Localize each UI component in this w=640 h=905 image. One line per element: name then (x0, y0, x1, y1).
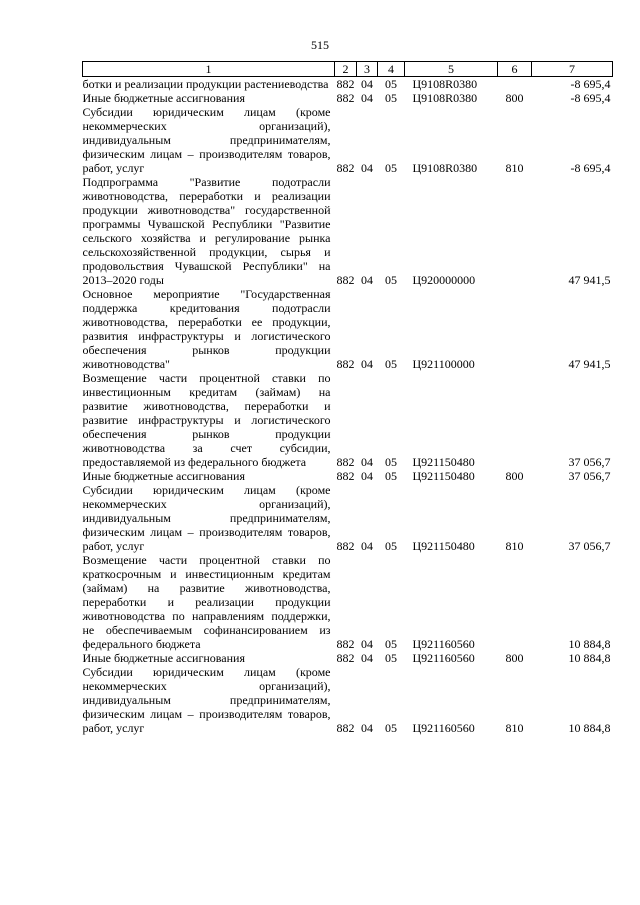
section-code: 04 (361, 469, 373, 483)
expense-type: 800 (505, 91, 524, 105)
target-article: Ц921150480 (412, 539, 475, 553)
table-row (83, 553, 613, 651)
column-header: 6 (498, 62, 532, 77)
amount: 10 884,8 (568, 651, 611, 665)
section-code: 04 (361, 357, 373, 371)
section-code: 04 (361, 161, 373, 175)
ministry-code: 882 (336, 651, 355, 665)
target-article: Ц9108R0380 (412, 161, 478, 175)
row-name: Иные бюджетные ассигнования (82, 651, 245, 665)
expense-type (498, 553, 532, 651)
table-row (83, 91, 613, 105)
page-number: 515 (311, 38, 329, 52)
subsection-code: 05 (385, 469, 397, 483)
amount: -8 695,4 (570, 91, 611, 105)
table-row (83, 77, 613, 92)
budget-table (82, 61, 613, 735)
ministry-code: 882 (336, 539, 355, 553)
target-article: Ц921100000 (412, 357, 475, 371)
row-name: Подпрограмма "Развитие подотрасли животноводства, переработки и реализации продукции животноводства" государственной программы Чувашской Республики "Развитие сельского хозяйства и регулирование рынка сельскохозяйственной продукции, сырья и продовольствия Чувашской Республики" на 2013–2020 годы (82, 175, 331, 287)
row-name: Субсидии юридическим лицам (кроме некоммерческих организаций), индивидуальным предпринимателям, физическим лицам – производителям товаров, работ, услуг (82, 483, 331, 553)
subsection-code: 05 (385, 651, 397, 665)
row-name: Иные бюджетные ассигнования (82, 91, 245, 105)
column-header: 1 (83, 62, 335, 77)
amount: 47 941,5 (568, 357, 611, 371)
table-row (83, 651, 613, 665)
expense-type (498, 371, 532, 469)
ministry-code: 882 (336, 637, 355, 651)
row-name: Возмещение части процентной ставки по инвестиционным кредитам (займам) на развитие животноводства, переработки и развитие инфраструктуры и логистического обеспечения рынков продукции животноводства за счет субсидии, предоставляемой из федерального бюджета (82, 371, 331, 469)
ministry-code: 882 (336, 273, 355, 287)
row-name: Субсидии юридическим лицам (кроме некоммерческих организаций), индивидуальным предпринимателям, физическим лицам – производителям товаров, работ, услуг (82, 665, 331, 735)
column-header: 4 (378, 62, 405, 77)
expense-type: 800 (505, 469, 524, 483)
table-row (83, 483, 613, 553)
table-row (83, 175, 613, 287)
subsection-code: 05 (385, 721, 397, 735)
subsection-code: 05 (385, 273, 397, 287)
row-name: Возмещение части процентной ставки по краткосрочным и инвестиционным кредитам (займам) на развитие животноводства, переработки и реализации продукции животноводства по направлениям поддержки, не обеспечиваемым софинансированием из федерального бюджета (82, 553, 331, 651)
subsection-code: 05 (385, 539, 397, 553)
column-header: 5 (405, 62, 498, 77)
subsection-code: 05 (385, 77, 397, 91)
column-header: 3 (357, 62, 378, 77)
section-code: 04 (361, 637, 373, 651)
row-name: Основное мероприятие "Государственная поддержка кредитования подотрасли животноводства, переработки ее продукции, развития инфраструктуры и логистического обеспечения рынков продукции животноводства" (82, 287, 331, 371)
subsection-code: 05 (385, 91, 397, 105)
header-row (83, 62, 613, 77)
section-code: 04 (361, 455, 373, 469)
subsection-code: 05 (385, 637, 397, 651)
table-row (83, 371, 613, 469)
section-code: 04 (361, 539, 373, 553)
row-name: ботки и реализации продукции растениеводства (82, 77, 329, 91)
expense-type (498, 77, 532, 92)
target-article: Ц921160560 (412, 651, 475, 665)
table-row (83, 105, 613, 175)
amount: 37 056,7 (568, 469, 611, 483)
ministry-code: 882 (336, 161, 355, 175)
section-code: 04 (361, 651, 373, 665)
row-name: Иные бюджетные ассигнования (82, 469, 245, 483)
ministry-code: 882 (336, 455, 355, 469)
subsection-code: 05 (385, 357, 397, 371)
ministry-code: 882 (336, 469, 355, 483)
amount: 37 056,7 (568, 539, 611, 553)
table-row (83, 469, 613, 483)
subsection-code: 05 (385, 161, 397, 175)
ministry-code: 882 (336, 357, 355, 371)
target-article: Ц920000000 (412, 273, 476, 287)
ministry-code: 882 (336, 77, 355, 91)
ministry-code: 882 (336, 721, 355, 735)
expense-type: 800 (505, 651, 524, 665)
amount: 10 884,8 (568, 721, 611, 735)
target-article: Ц9108R0380 (412, 77, 478, 91)
expense-type: 810 (505, 721, 524, 735)
ministry-code: 882 (336, 91, 355, 105)
column-header: 7 (532, 62, 613, 77)
section-code: 04 (361, 77, 373, 91)
amount: 37 056,7 (568, 455, 611, 469)
amount: 47 941,5 (568, 273, 611, 287)
expense-type (498, 287, 532, 371)
subsection-code: 05 (385, 455, 397, 469)
target-article: Ц921160560 (412, 721, 475, 735)
target-article: Ц921150480 (412, 469, 475, 483)
row-name: Субсидии юридическим лицам (кроме некоммерческих организаций), индивидуальным предпринимателям, физическим лицам – производителям товаров, работ, услуг (82, 105, 331, 175)
table-row (83, 287, 613, 371)
expense-type: 810 (505, 539, 524, 553)
amount: -8 695,4 (570, 161, 611, 175)
amount: -8 695,4 (570, 77, 611, 91)
section-code: 04 (361, 273, 373, 287)
target-article: Ц921160560 (412, 637, 475, 651)
amount: 10 884,8 (568, 637, 611, 651)
column-header: 2 (335, 62, 357, 77)
table-row (83, 665, 613, 735)
section-code: 04 (361, 721, 373, 735)
target-article: Ц921150480 (412, 455, 475, 469)
section-code: 04 (361, 91, 373, 105)
expense-type (498, 175, 532, 287)
target-article: Ц9108R0380 (412, 91, 478, 105)
expense-type: 810 (505, 161, 524, 175)
